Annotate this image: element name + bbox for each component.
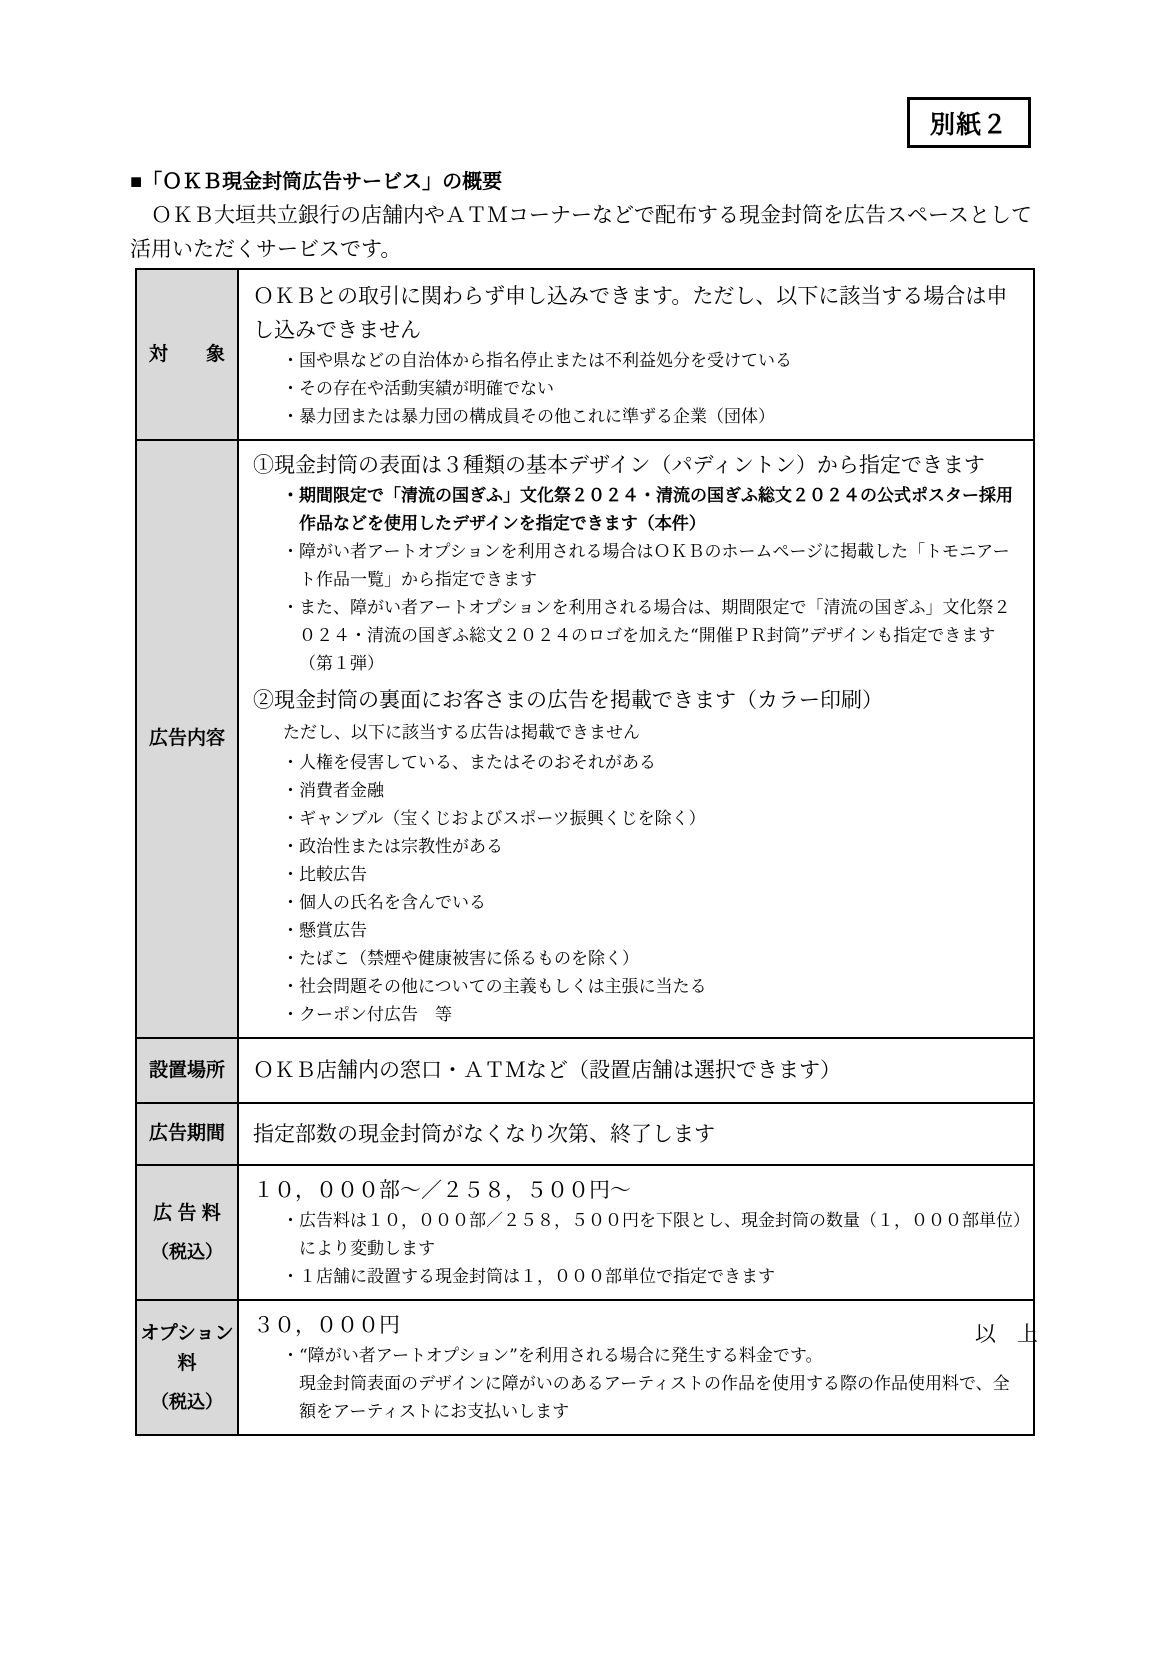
list-item: ・政治性または宗教性がある [282,837,503,857]
table-row-location [136,1038,1034,1103]
attachment-tag-label: 別紙２ [929,110,1008,139]
row-header-label: 対 象 [148,343,225,365]
period-text: 指定部数の現金封筒がなくなり次第、終了します [253,1121,715,1146]
row-content-ad-fee [238,1165,1034,1300]
list-item: ・懸賞広告 [282,921,367,941]
ad-content-note: ただし、以下に該当する広告は掲載できません [283,723,640,743]
row-header-label: オプション料 [140,1322,234,1374]
intro-line-1: ＯＫＢ大垣共立銀行の店舗内やＡＴＭコーナーなどで配布する現金封筒を広告スペースとして [151,203,1032,227]
list-item: ・クーポン付広告 等 [282,1005,452,1025]
list-item: ・たばこ（禁煙や健康被害に係るものを除く） [282,949,639,969]
ad-fee-amount: １０，０００部～／２５８，５００円～ [253,1178,631,1202]
list-item: ・社会問題その他についての主義もしくは主張に当たる [282,977,707,997]
list-item: ・人権を侵害している、またはそのおそれがある [282,753,656,773]
row-content-option-fee [238,1300,1034,1435]
table-row-target [136,269,1034,440]
row-header-label: 広 告 料 [153,1202,221,1224]
ad-content-point-2: ②現金封筒の裏面にお客さまの広告を掲載できます（カラー印刷） [253,688,883,712]
row-header-sublabel: （税込） [151,1241,223,1262]
table-row-period [136,1103,1034,1165]
row-header-label: 広告期間 [148,1123,225,1144]
option-fee-amount: ３０，０００円 [253,1313,400,1337]
list-item: ・広告料は１０，０００部／２５８，５００円を下限とし、現金封筒の数量（１，０００部単位）により変動します [282,1211,1022,1259]
row-content-period [238,1103,1034,1165]
target-lead-text: ＯＫＢとの取引に関わらず申し込みできます。ただし、以下に該当する場合は申し込みできません [253,283,1008,342]
service-overview-table [135,268,1035,1436]
intro-paragraph [130,198,1042,266]
list-item: ・消費者金融 [282,781,384,801]
list-item: ・障がい者アートオプションを利用される場合はＯＫＢのホームページに掲載した「トモニアート作品一覧」から指定できます [282,542,1010,590]
row-header-ad-content [136,440,238,1038]
ad-content-point-1: ①現金封筒の表面は３種類の基本デザイン（パディントン）から指定できます [253,453,985,477]
row-content-target [238,269,1034,440]
table-row-ad-content [136,440,1034,1038]
list-item: ・その存在や活動実績が明確でない [282,378,554,399]
row-header-ad-fee [136,1165,238,1300]
list-item: ・国や県などの自治体から指名停止または不利益処分を受けている [282,350,792,371]
list-item: ・“障がい者アートオプション”を利用される場合に発生する料金です。 [282,1346,823,1366]
row-content-ad-content [238,440,1034,1038]
attachment-tag-box [907,97,1031,148]
intro-line-2: 活用いただくサービスです。 [130,237,402,261]
row-header-sublabel: （税込） [151,1391,223,1412]
list-item: ・個人の氏名を含んでいる [282,893,486,913]
row-content-location [238,1038,1034,1103]
list-item: ・ギャンブル（宝くじおよびスポーツ振興くじを除く） [282,809,706,829]
table-row-ad-fee [136,1165,1034,1300]
table-row-option-fee [136,1300,1034,1435]
row-header-period [136,1103,238,1165]
row-header-option-fee [136,1300,238,1435]
list-item-continuation: 現金封筒表面のデザインに障がいのあるアーティストの作品を使用する際の作品使用料で、全額をアーティストにお支払いします [299,1374,1010,1422]
list-item: ・１店舗に設置する現金封筒は１，０００部単位で指定できます [282,1267,775,1287]
doc-heading: ■「ＯＫＢ現金封筒広告サービス」の概要 [130,171,503,193]
list-item: ・暴力団または暴力団の構成員その他これに準ずる企業（団体） [282,406,775,427]
row-header-target [136,269,238,440]
location-text: ＯＫＢ店舗内の窓口・ＡＴＭなど（設置店舗は選択できます） [253,1058,841,1082]
closing-text: 以 上 [975,1322,1038,1346]
list-item: ・比較広告 [282,865,367,885]
row-header-location [136,1038,238,1103]
row-header-label: 広告内容 [148,728,225,749]
list-item: ・また、障がい者アートオプションを利用される場合は、期間限定で「清流の国ぎふ」文化祭２０２４・清流の国ぎふ総文２０２４のロゴを加えた“開催ＰＲ封筒”デザインも指定できます（第１弾） [282,598,1011,674]
list-item-bold: ・期間限定で「清流の国ぎふ」文化祭２０２４・清流の国ぎふ総文２０２４の公式ポスター採用作品などを使用したデザインを指定できます（本件） [282,486,1013,533]
row-header-label: 設置場所 [148,1059,225,1081]
